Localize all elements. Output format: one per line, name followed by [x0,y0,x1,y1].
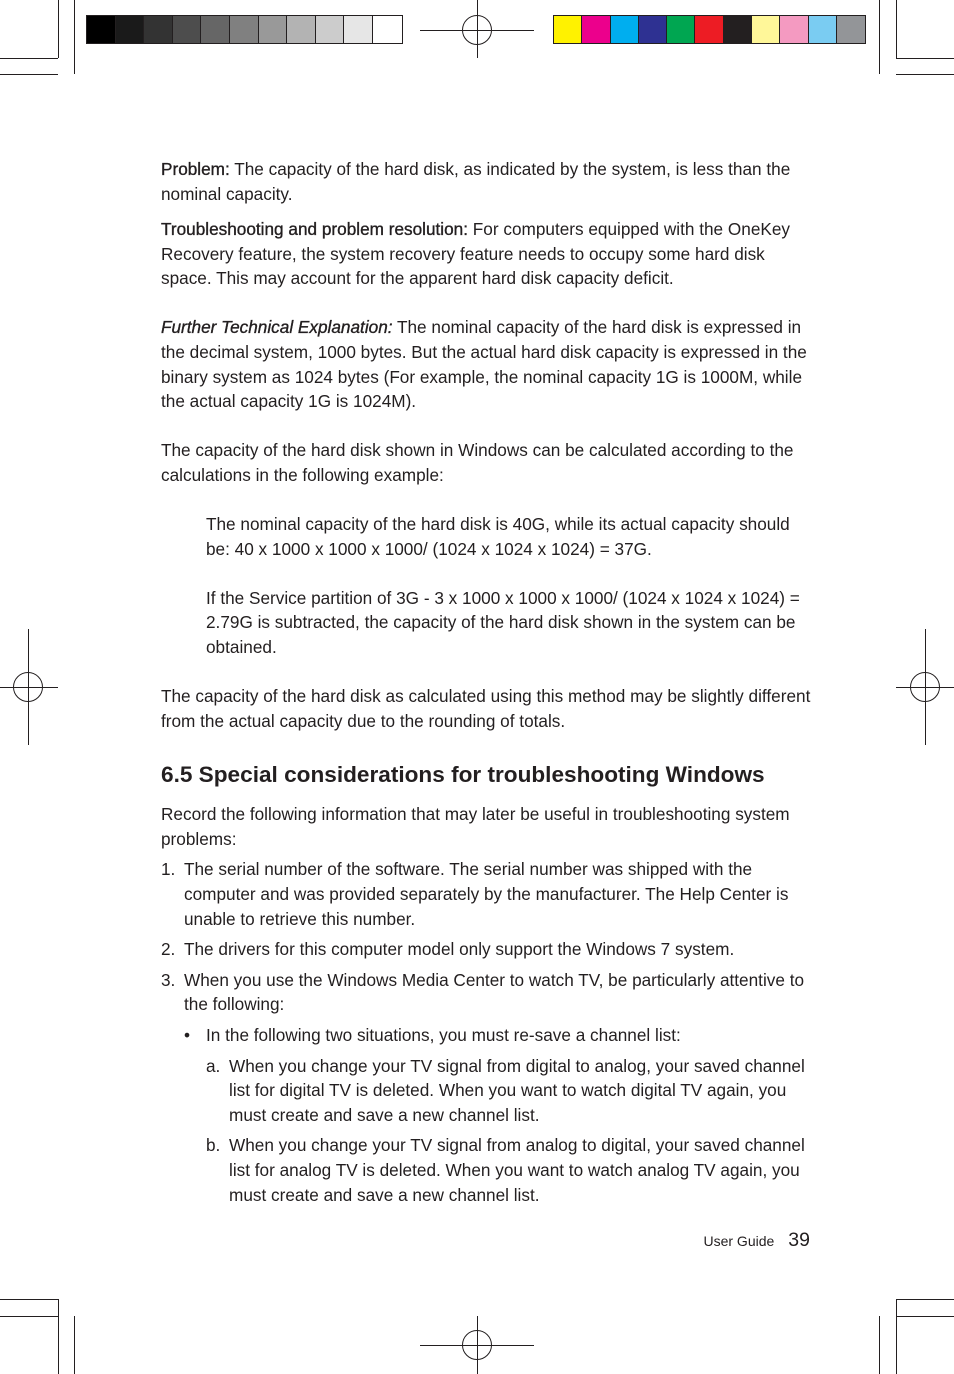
sub-list-item [161,1054,811,1128]
problem-label: Problem: [161,159,230,179]
crop-mark [896,1299,897,1374]
section-heading: 6.5 Special considerations for troubleshooting Windows [161,762,765,788]
explanation-label: Further Technical Explanation: [161,317,393,338]
crop-mark [0,1299,58,1300]
crop-mark [74,1316,75,1374]
crop-mark [58,0,59,58]
color-swatch [373,16,402,43]
crop-mark [896,0,897,58]
gray-calibration-bar [86,15,403,44]
sub-list-item-letter: b. [206,1135,221,1156]
color-swatch [87,16,116,43]
color-swatch [144,16,173,43]
list-item-text: The serial number of the software. The serial number was shipped with the computer and was provided separately by the manufacturer. The Help Center is unable to retrieve this number. [184,859,789,929]
explanation-text: The nominal capacity of the hard disk is expressed in the decimal system, 1000 bytes. But the actual hard disk capacity is expressed in the binary system as 1024 bytes (For example, the nominal capacity 1G is 1000M, while the actual capacity 1G is 1024M). [161,317,807,412]
footer-label: User Guide [703,1233,775,1249]
list-item [161,857,811,931]
color-swatch [639,16,667,43]
resolution-text: For computers equipped with the OneKey Recovery feature, the system recovery feature needs to occupy some hard disk space. This may account for the apparent hard disk capacity deficit. [161,219,790,289]
crop-mark [879,1316,880,1374]
page-number: 39 [788,1229,810,1251]
color-swatch [695,16,723,43]
problem-paragraph [161,157,811,206]
crop-mark [58,1299,59,1374]
list-item [161,968,811,1017]
color-swatch [582,16,610,43]
explanation-paragraph [161,315,811,413]
sub-list-item-text: When you change your TV signal from digital to analog, your saved channel list for digital TV is deleted. When you want to watch digital TV again, you must create and save a new channel list. [229,1055,805,1125]
color-swatch [554,16,582,43]
color-swatch [837,16,865,43]
resolution-label: Troubleshooting and problem resolution: [161,219,469,240]
sub-list-item-letter: a. [206,1055,221,1076]
color-swatch [316,16,345,43]
list-item-number: 3. [161,969,176,990]
color-swatch [780,16,808,43]
color-swatch [667,16,695,43]
color-swatch [230,16,259,43]
sub-list-item-text: When you change your TV signal from analog to digital, your saved channel list for analog TV is deleted. When you want to watch analog TV again, you must create and save a new channel list. [229,1135,805,1205]
color-swatch [116,16,145,43]
crop-mark [0,1316,58,1317]
bullet-text: In the following two situations, you must re-save a channel list: [206,1024,681,1045]
color-swatch [724,16,752,43]
resolution-paragraph [161,217,811,291]
crop-mark [879,0,880,74]
color-swatch [173,16,202,43]
crop-mark [896,1316,954,1317]
crop-mark [74,0,75,74]
bullet-item [161,1023,811,1048]
list-item-text: When you use the Windows Media Center to watch TV, be particularly attentive to the following: [184,969,805,1015]
list-item-number: 1. [161,859,176,880]
color-swatch [201,16,230,43]
color-swatch [259,16,288,43]
page-footer [703,1229,810,1252]
calc-note: The capacity of the hard disk as calculated using this method may be slightly different from the actual capacity due to the rounding of totals. [161,686,811,731]
crop-mark [896,74,954,75]
color-swatch [287,16,316,43]
calc-example-2: If the Service partition of 3G - 3 x 1000 x 1000 x 1000/ (1024 x 1024 x 1024) = 2.79G is subtracted, the capacity of the hard disk shown in the system can be obtained. [206,587,800,657]
calc-example-1: The nominal capacity of the hard disk is 40G, while its actual capacity should be: 40 x 1000 x 1000 x 1000/ (1024 x 1024 x 1024) = 37G. [206,514,790,559]
color-swatch [752,16,780,43]
crop-mark [896,1299,954,1300]
problem-text: The capacity of the hard disk, as indicated by the system, is less than the nominal capacity. [161,159,791,204]
color-swatch [611,16,639,43]
color-swatch [809,16,837,43]
list-item [161,937,811,962]
crop-mark [0,74,58,75]
color-calibration-bar [553,15,866,44]
crop-mark [896,58,954,59]
page-content [161,157,811,1207]
calc-intro: The capacity of the hard disk shown in Windows can be calculated according to the calculations in the following example: [161,440,794,485]
sub-list-item [161,1133,811,1207]
section-intro: Record the following information that may later be useful in troubleshooting system problems: [161,804,790,849]
crop-mark [0,58,58,59]
bullet-icon: • [184,1024,191,1045]
color-swatch [344,16,373,43]
list-item-text: The drivers for this computer model only support the Windows 7 system. [184,939,735,960]
list-item-number: 2. [161,939,176,960]
